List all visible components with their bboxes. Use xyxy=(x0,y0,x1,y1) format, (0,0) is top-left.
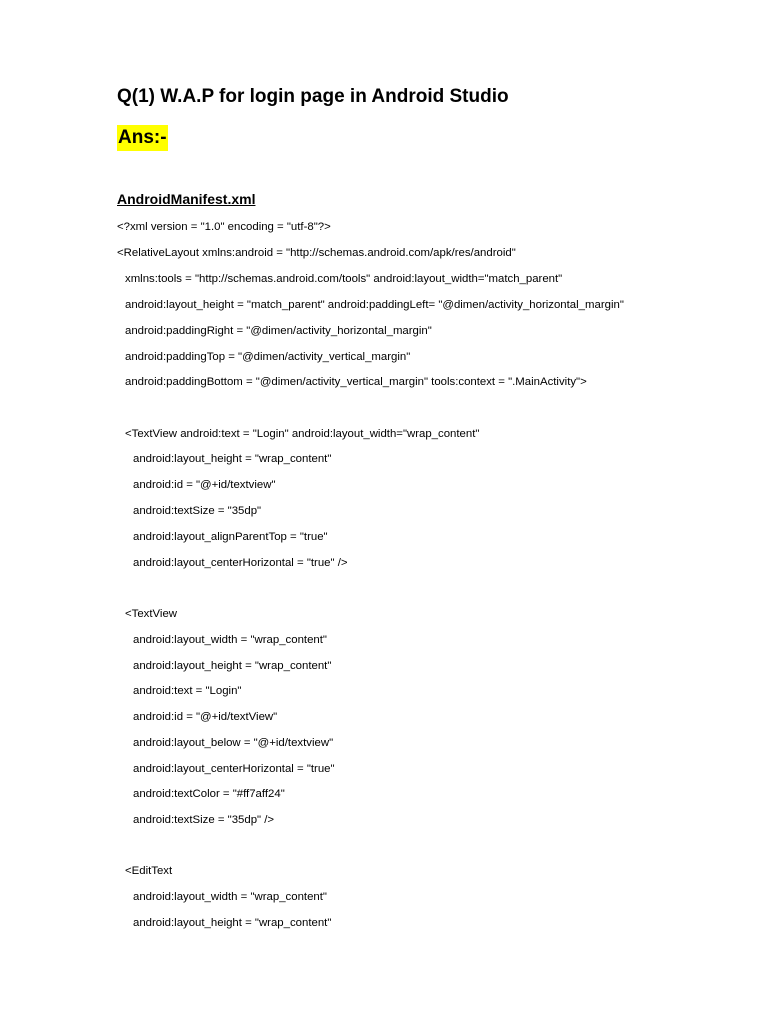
page-title: Q(1) W.A.P for login page in Android Studio xyxy=(117,86,509,107)
code-line: android:paddingBottom = "@dimen/activity_vertical_margin" tools:context = ".MainActivity"> xyxy=(125,376,587,388)
code-line: android:layout_width = "wrap_content" xyxy=(133,891,327,903)
code-line: <EditText xyxy=(125,865,173,877)
code-line: <RelativeLayout xmlns:android = "http://schemas.android.com/apk/res/android" xyxy=(117,247,516,259)
code-line: <?xml version = "1.0" encoding = "utf-8"?> xyxy=(117,221,331,233)
code-line: android:textSize = "35dp" /> xyxy=(133,814,275,826)
code-line: android:layout_height = "wrap_content" xyxy=(133,660,332,672)
code-line: android:paddingRight = "@dimen/activity_horizontal_margin" xyxy=(125,325,432,337)
code-line: xmlns:tools = "http://schemas.android.com/tools" android:layout_width="match_parent" xyxy=(125,273,563,285)
code-line: android:layout_alignParentTop = "true" xyxy=(133,531,328,543)
answer-label: Ans:- xyxy=(117,125,168,151)
code-line: android:layout_height = "match_parent" android:paddingLeft= "@dimen/activity_horizontal_margin" xyxy=(125,299,624,311)
section-heading: AndroidManifest.xml xyxy=(117,191,256,207)
code-line: android:layout_height = "wrap_content" xyxy=(133,917,332,929)
code-line: android:textColor = "#ff7aff24" xyxy=(133,788,285,800)
code-line: android:id = "@+id/textView" xyxy=(133,711,278,723)
code-line: android:layout_height = "wrap_content" xyxy=(133,453,332,465)
code-line: android:textSize = "35dp" xyxy=(133,505,262,517)
code-line: android:paddingTop = "@dimen/activity_vertical_margin" xyxy=(125,351,411,363)
code-line: android:layout_width = "wrap_content" xyxy=(133,634,327,646)
code-line: <TextView android:text = "Login" android:layout_width="wrap_content" xyxy=(125,428,480,440)
code-line: android:id = "@+id/textview" xyxy=(133,479,276,491)
code-line: android:layout_centerHorizontal = "true" xyxy=(133,763,335,775)
code-line: <TextView xyxy=(125,608,178,620)
code-line: android:text = "Login" xyxy=(133,685,242,697)
code-line: android:layout_below = "@+id/textview" xyxy=(133,737,334,749)
code-line: android:layout_centerHorizontal = "true" /> xyxy=(133,557,348,569)
